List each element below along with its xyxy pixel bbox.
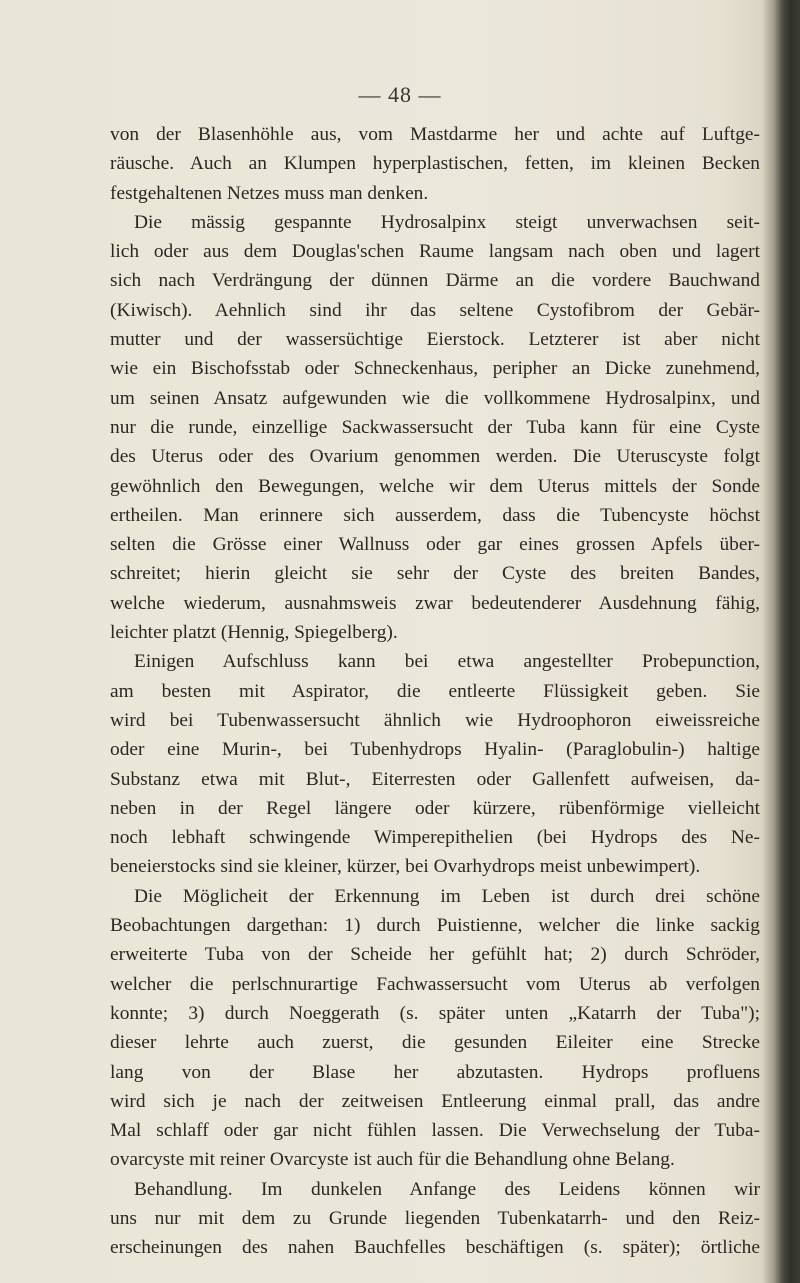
text-line: welcher die perlschnurartige Fachwassersucht vom Uterus ab verfolgen [110, 973, 760, 995]
text-line: oder eine Murin-, bei Tubenhydrops Hyalin- (Paraglobulin-) haltige [110, 739, 760, 761]
text-line: räusche. Auch an Klumpen hyperplastischen, fetten, im kleinen Becken [110, 153, 760, 175]
text-line: sich nach Verdrängung der dünnen Därme an die vordere Bauchwand [110, 270, 760, 292]
text-line: wird bei Tubenwassersucht ähnlich wie Hydroophoron eiweissreiche [110, 709, 760, 731]
text-line: neben in der Regel längere oder kürzere, rübenförmige vielleicht [110, 797, 760, 819]
text-line: gewöhnlich den Bewegungen, welche wir dem Uterus mittels der Sonde [110, 475, 760, 497]
text-line: wird sich je nach der zeitweisen Entleerung einmal prall, das andre [110, 1090, 760, 1112]
text-line: welche wiederum, ausnahmsweis zwar bedeutenderer Ausdehnung fähig, [110, 592, 760, 614]
text-line: um seinen Ansatz aufgewunden wie die vollkommene Hydrosalpinx, und [110, 387, 760, 409]
text-line: ovarcyste mit reiner Ovarcyste ist auch für die Behandlung ohne Belang. [110, 1149, 675, 1171]
text-line: dieser lehrte auch zuerst, die gesunden Eileiter eine Strecke [110, 1032, 760, 1054]
text-line: des Uterus oder des Ovarium genommen werden. Die Uteruscyste folgt [110, 446, 760, 468]
text-line: lich oder aus dem Douglas'schen Raume langsam nach oben und lagert [110, 241, 760, 263]
text-line: erweiterte Tuba von der Scheide her gefühlt hat; 2) durch Schröder, [110, 944, 760, 966]
text-line: beneierstocks sind sie kleiner, kürzer, bei Ovarhydrops meist unbewimpert). [110, 856, 701, 878]
text-line: nur die runde, einzellige Sackwassersucht der Tuba kann für eine Cyste [110, 416, 760, 438]
text-line: ertheilen. Man erinnere sich ausserdem, dass die Tubencyste höchst [110, 504, 760, 526]
text-line: Beobachtungen dargethan: 1) durch Puistienne, welcher die linke sackig [110, 915, 760, 937]
text-line: Die Möglicheit der Erkennung im Leben ist durch drei schöne [134, 885, 760, 907]
text-line: Mal schlaff oder gar nicht fühlen lassen. Die Verwechselung der Tuba- [110, 1120, 760, 1142]
text-line: mutter und der wassersüchtige Eierstock. Letzterer ist aber nicht [110, 329, 760, 351]
text-line: Behandlung. Im dunkelen Anfange des Leidens können wir [134, 1178, 760, 1200]
text-line: Die mässig gespannte Hydrosalpinx steigt unverwachsen seit- [134, 211, 760, 233]
text-line: lang von der Blase her abzutasten. Hydrops profluens [110, 1061, 760, 1083]
body-text [110, 120, 760, 1263]
text-line: erscheinungen des nahen Bauchfelles beschäftigen (s. später); örtliche [110, 1237, 760, 1259]
text-line: selten die Grösse einer Wallnuss oder gar eines grossen Apfels über- [110, 534, 760, 556]
text-line: konnte; 3) durch Noeggerath (s. später unten „Katarrh der Tuba"); [110, 1002, 760, 1024]
page-number: — 48 — [358, 82, 442, 107]
text-line: Substanz etwa mit Blut-, Eiterresten oder Gallenfett aufweisen, da- [110, 768, 760, 790]
text-line: (Kiwisch). Aehnlich sind ihr das seltene Cystofibrom der Gebär- [110, 299, 760, 321]
text-line: Einigen Aufschluss kann bei etwa angestellter Probepunction, [134, 651, 760, 673]
text-line: am besten mit Aspirator, die entleerte Flüssigkeit geben. Sie [110, 680, 760, 702]
text-line: wie ein Bischofsstab oder Schneckenhaus, peripher an Dicke zunehmend, [110, 358, 760, 380]
page-binding-edge [762, 0, 800, 1283]
text-line: leichter platzt (Hennig, Spiegelberg). [110, 622, 398, 644]
text-line: schreitet; hierin gleicht sie sehr der Cyste des breiten Bandes, [110, 563, 760, 585]
text-line: noch lebhaft schwingende Wimperepithelien (bei Hydrops des Ne- [110, 827, 760, 849]
text-line: festgehaltenen Netzes muss man denken. [110, 182, 429, 204]
text-line: von der Blasenhöhle aus, vom Mastdarme her und achte auf Luftge- [110, 124, 760, 145]
text-line: uns nur mit dem zu Grunde liegenden Tubenkatarrh- und den Reiz- [110, 1207, 760, 1229]
